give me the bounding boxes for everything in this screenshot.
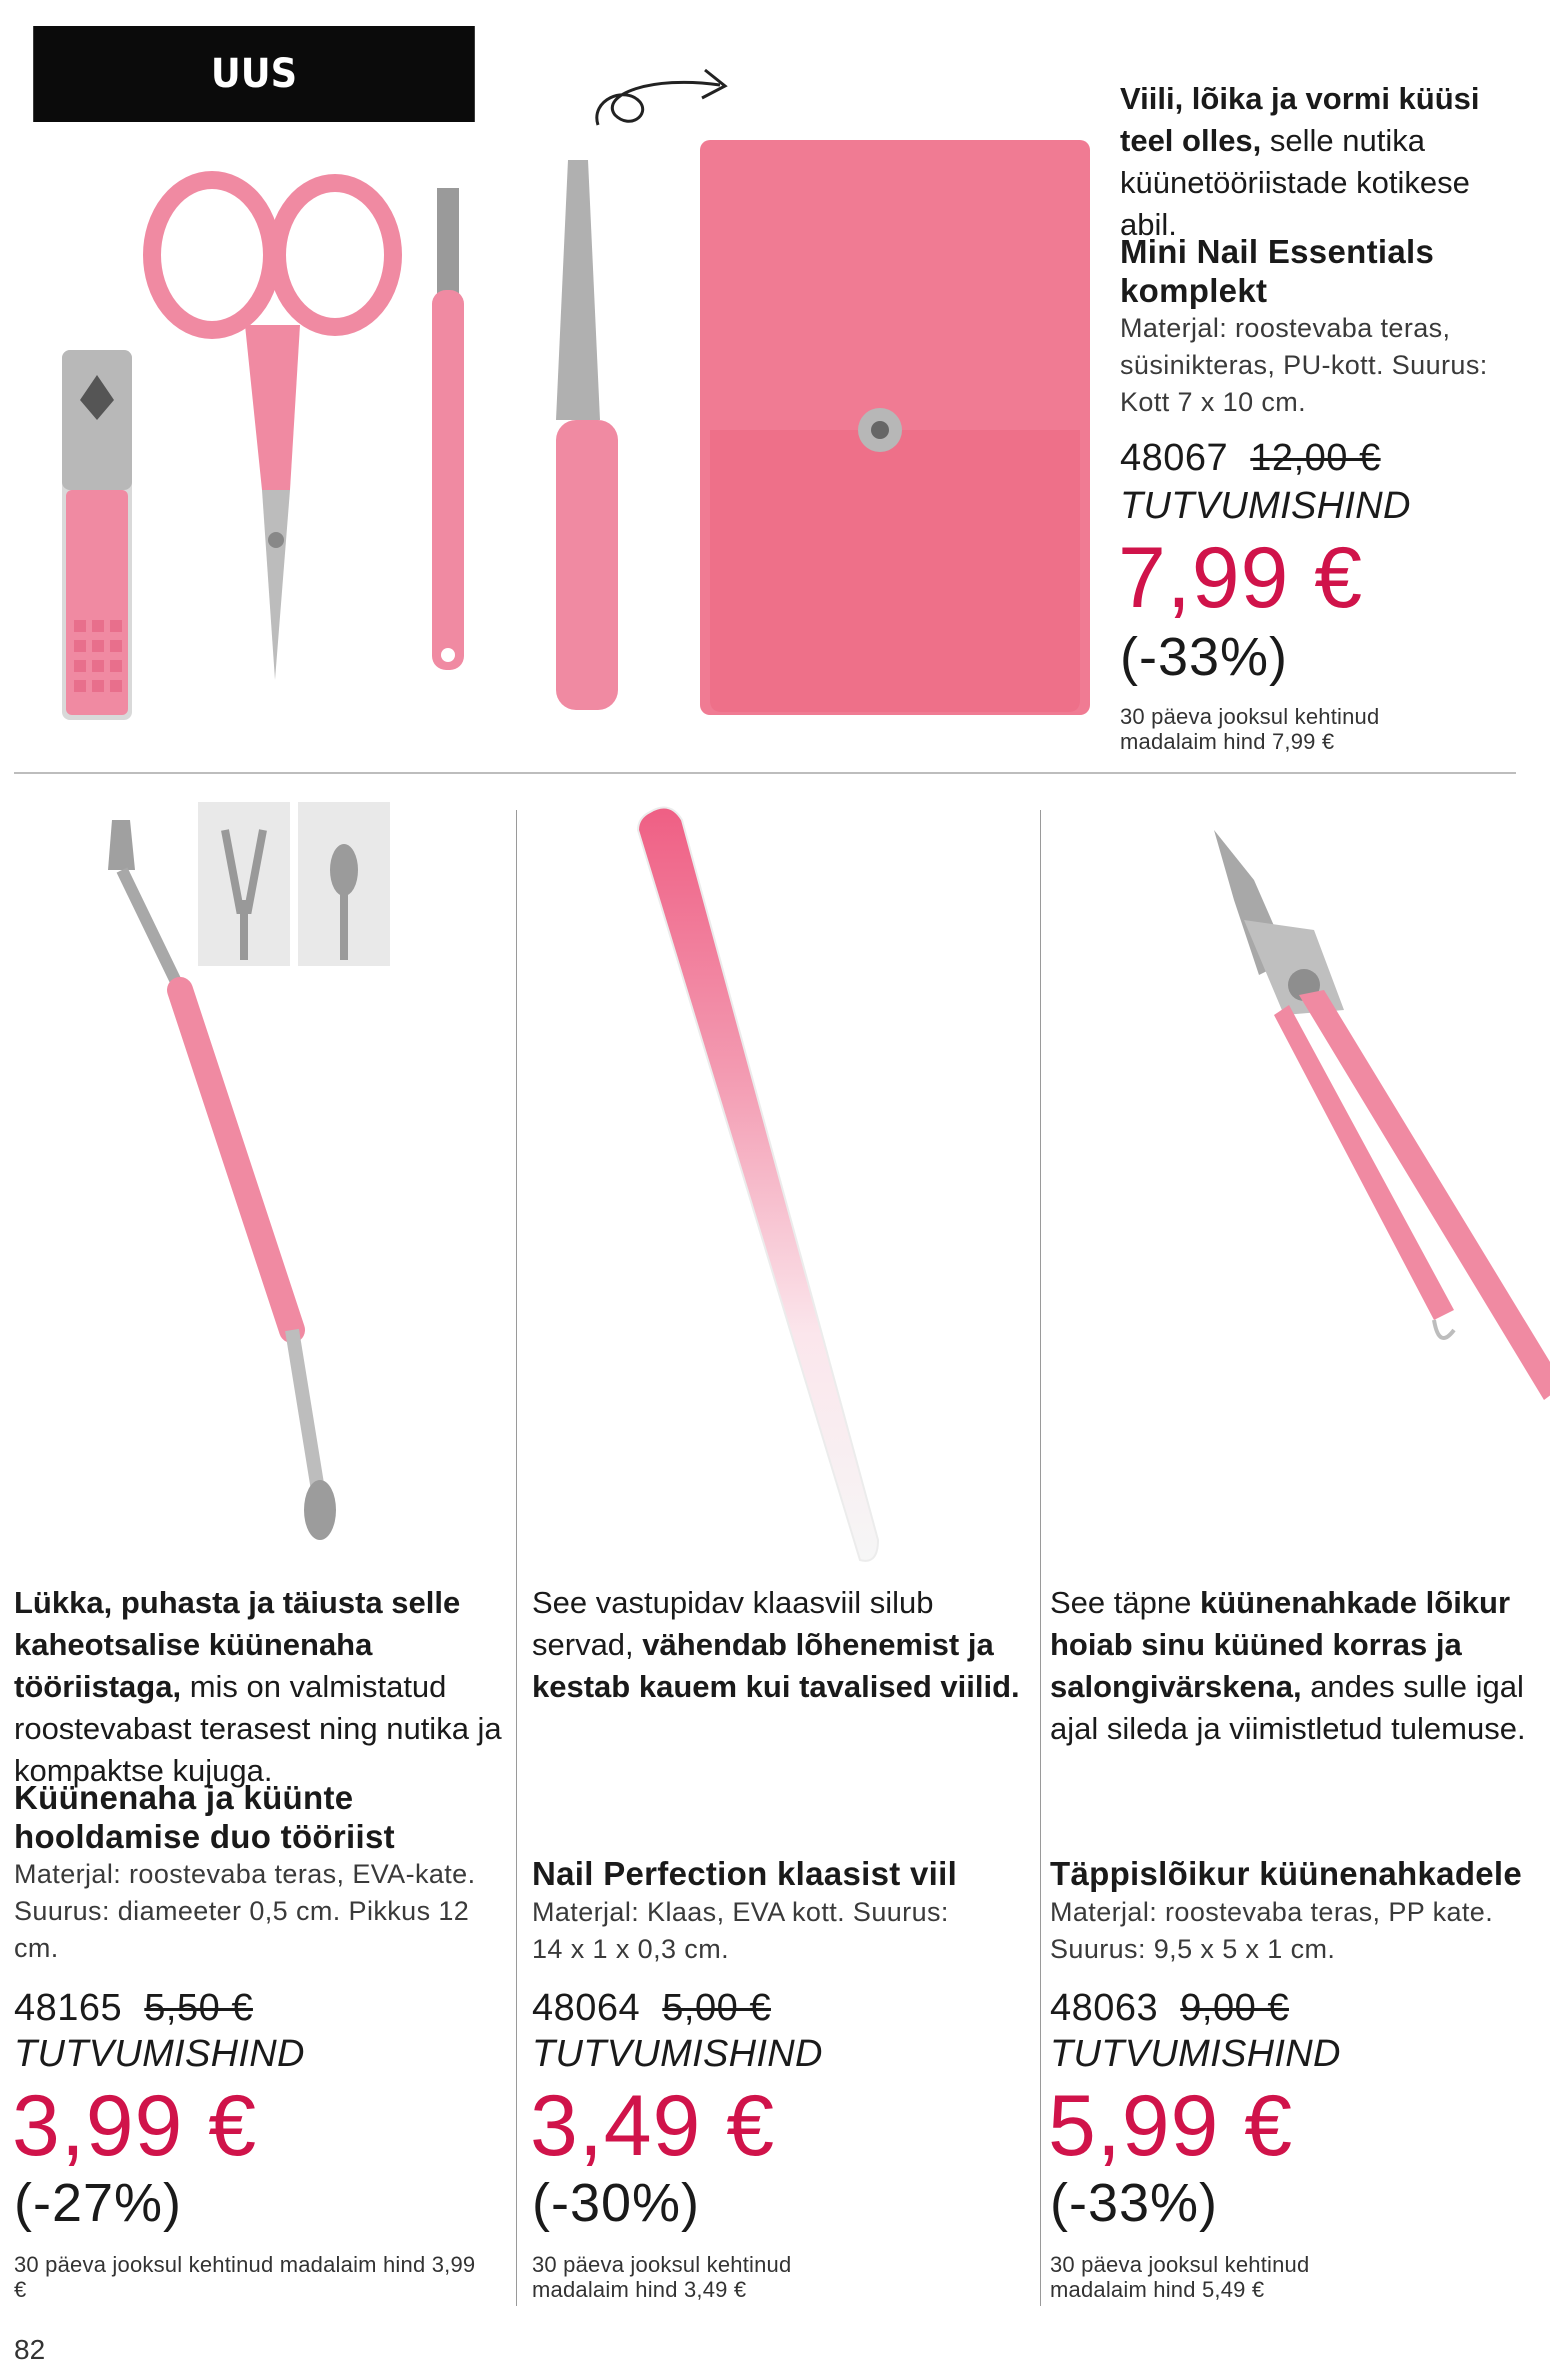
product-1-lowest-price: 30 päeva jooksul kehtinud madalaim hind 7,99 € <box>1120 704 1380 754</box>
cuticle-nipper-icon <box>1214 830 1550 1400</box>
product-2-price: 3,99 € <box>12 2078 258 2174</box>
product-3-discount: (-30%) <box>532 2173 701 2233</box>
product-3-lowest-price: 30 päeva jooksul kehtinud madalaim hind 3,49 € <box>532 2252 792 2302</box>
product-2-lowest-price: 30 päeva jooksul kehtinud madalaim hind 3,99 € <box>14 2252 476 2302</box>
old-price: 12,00 € <box>1250 437 1381 479</box>
intro-price-label: TUTVUMISHIND <box>14 2033 305 2075</box>
product-4-name: Täppislõikur küünenahkadele <box>1050 1855 1523 1892</box>
old-price: 9,00 € <box>1180 1987 1289 2029</box>
product-4-code-line <box>1050 1986 1289 2030</box>
nail-file-icon <box>556 160 618 710</box>
product-1-name: Mini Nail Essentials komplekt <box>1120 233 1435 309</box>
mini-nail-kit-image <box>0 40 1100 720</box>
product-3-lead: See vastupidav klaasviil silub servad, vähendab lõhenemist ja kestab kauem kui tavalised viilid. <box>532 1585 1020 1704</box>
glass-file-image <box>520 790 1030 1570</box>
product-3-price: 3,49 € <box>530 2078 776 2174</box>
page-number: 82 <box>14 2334 46 2365</box>
product-2-discount: (-27%) <box>14 2173 183 2233</box>
product-1-price: 7,99 € <box>1118 530 1364 626</box>
product-3-name: Nail Perfection klaasist viil <box>532 1855 958 1892</box>
product-2-material: Materjal: roostevaba teras, EVA-kate. Suurus: diameeter 0,5 cm. Pikkus 12 cm. <box>14 1859 476 1963</box>
product-4-lead: See täpne küünenahkade lõikur hoiab sinu küüned korras ja salongivärskena, andes sulle igal ajal sileda ja viimistletud tulemuse. <box>1050 1585 1526 1746</box>
cuticle-duo-tool-image <box>0 790 510 1570</box>
product-3-material: Materjal: Klaas, EVA kott. Suurus: 14 x 1 x 0,3 cm. <box>532 1897 949 1964</box>
product-code: 48064 <box>532 1987 641 2029</box>
old-price: 5,00 € <box>662 1987 771 2029</box>
product-2-name: Küünenaha ja küünte hooldamise duo tööriist <box>14 1779 395 1855</box>
nail-clipper-icon <box>62 350 132 720</box>
column-divider <box>516 810 517 2306</box>
product-3-code-line <box>532 1986 771 2030</box>
intro-price-label: TUTVUMISHIND <box>1050 2033 1341 2075</box>
product-1-lead: Viili, lõika ja vormi küüsi teel olles, selle nutika küünetööriistade kotikese abil. <box>1120 81 1480 242</box>
intro-price-label: TUTVUMISHIND <box>532 2033 823 2075</box>
curved-arrow-icon <box>597 70 725 125</box>
scissors-icon <box>152 180 393 680</box>
product-4-material: Materjal: roostevaba teras, PP kate. Suurus: 9,5 x 5 x 1 cm. <box>1050 1897 1494 1964</box>
pink-pouch-icon <box>700 140 1090 715</box>
new-badge-label: UUS <box>210 51 298 97</box>
glass-file-icon <box>638 808 878 1561</box>
product-2-lead: Lükka, puhasta ja täiusta selle kaheotsalise küünenaha tööriistaga, mis on valmistatud roostevabast terasest ning nutika ja kompaktse kujuga. <box>14 1585 502 1788</box>
cuticle-pusher-icon <box>432 188 464 670</box>
product-4-lowest-price: 30 päeva jooksul kehtinud madalaim hind 5,49 € <box>1050 2252 1310 2302</box>
product-code: 48063 <box>1050 1987 1159 2029</box>
intro-price-label: TUTVUMISHIND <box>1120 485 1411 527</box>
product-1-code-line <box>1120 436 1381 480</box>
product-code: 48165 <box>14 1987 123 2029</box>
column-divider <box>1040 810 1041 2306</box>
product-code: 48067 <box>1120 437 1229 479</box>
product-2-code-line <box>14 1986 253 2030</box>
product-4-price: 5,99 € <box>1048 2078 1294 2174</box>
section-divider <box>14 772 1516 774</box>
product-4-discount: (-33%) <box>1050 2173 1219 2233</box>
old-price: 5,50 € <box>144 1987 253 2029</box>
product-1-discount: (-33%) <box>1120 627 1289 687</box>
product-1-material: Materjal: roostevaba teras, süsinikteras, PU-kott. Suurus: Kott 7 x 10 cm. <box>1120 313 1488 417</box>
cuticle-nipper-image <box>1044 790 1550 1570</box>
